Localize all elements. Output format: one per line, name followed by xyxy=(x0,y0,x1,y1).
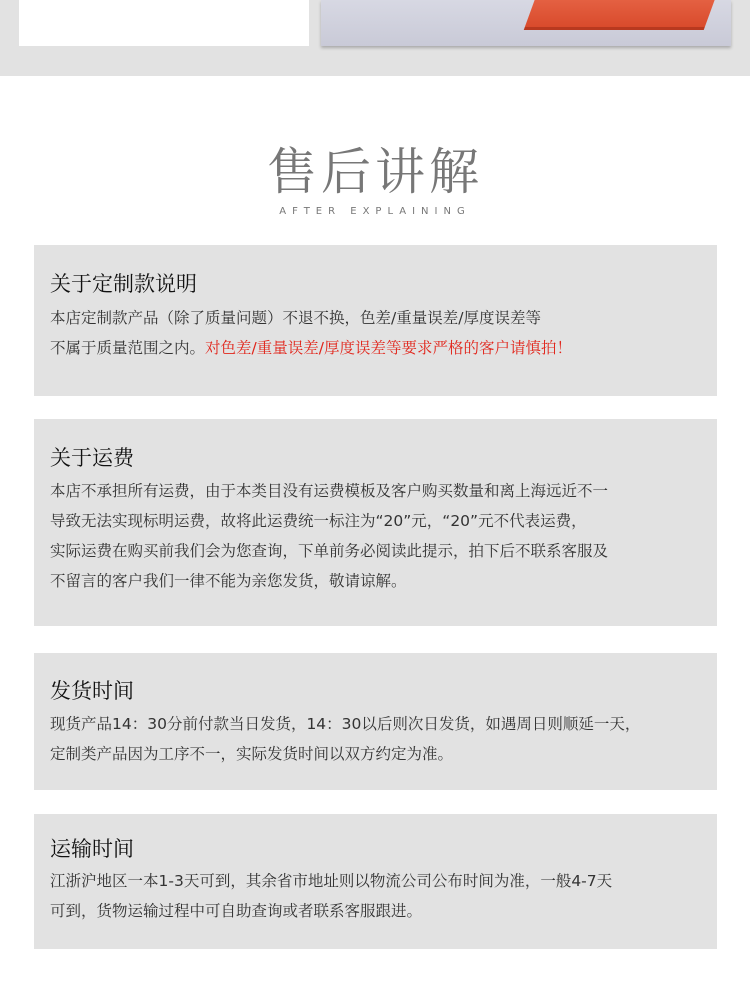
warning-text: 对色差/重量误差/厚度误差等要求严格的客户请慎拍！ xyxy=(205,339,572,357)
card-line: 本店定制款产品（除了质量问题）不退不换，色差/重量误差/厚度误差等 xyxy=(50,309,541,327)
card-line: 现货产品14：30分前付款当日发货，14：30以后则次日发货，如遇周日则顺延一天， xyxy=(50,715,641,733)
card-line xyxy=(50,333,572,363)
card-title: 关于定制款说明 xyxy=(50,272,197,296)
shipping-fee-card xyxy=(34,419,717,626)
card-title: 关于运费 xyxy=(50,446,134,470)
card-line: 可到，货物运输过程中可自助查询或者联系客服跟进。 xyxy=(50,902,423,920)
card-line: 本店不承担所有运费，由于本类目没有运费模板及客户购买数量和离上海远近不一 xyxy=(50,482,609,500)
card-body xyxy=(50,303,572,363)
custom-product-card xyxy=(34,245,717,396)
card-line: 不留言的客户我们一律不能为亲您发货，敬请谅解。 xyxy=(50,572,407,590)
transport-time-card xyxy=(34,814,717,949)
section-heading: 售后讲解 xyxy=(267,143,483,201)
card-title: 运输时间 xyxy=(50,837,134,861)
card-line: 江浙沪地区一本1-3天可到，其余省市地址则以物流公司公布时间为准，一般4-7天 xyxy=(50,872,613,890)
card-body xyxy=(50,709,640,769)
card-body xyxy=(50,476,608,596)
card-line: 实际运费在购买前我们会为您查询，下单前务必阅读此提示，拍下后不联系客服及 xyxy=(50,542,609,560)
top-banner-strip xyxy=(0,0,750,76)
red-product-box xyxy=(524,0,719,30)
card-line: 定制类产品因为工序不一，实际发货时间以双方约定为准。 xyxy=(50,745,454,763)
section-subheading: AFTER EXPLAINING xyxy=(279,206,471,217)
delivery-time-card xyxy=(34,653,717,790)
card-line: 导致无法实现标明运费，故将此运费统一标注为“20”元，“20”元不代表运费， xyxy=(50,512,587,530)
card-line-text: 不属于质量范围之内。 xyxy=(50,339,206,357)
top-white-panel xyxy=(19,0,309,46)
card-body xyxy=(50,866,612,926)
card-title: 发货时间 xyxy=(50,679,134,703)
product-photo xyxy=(321,0,731,46)
